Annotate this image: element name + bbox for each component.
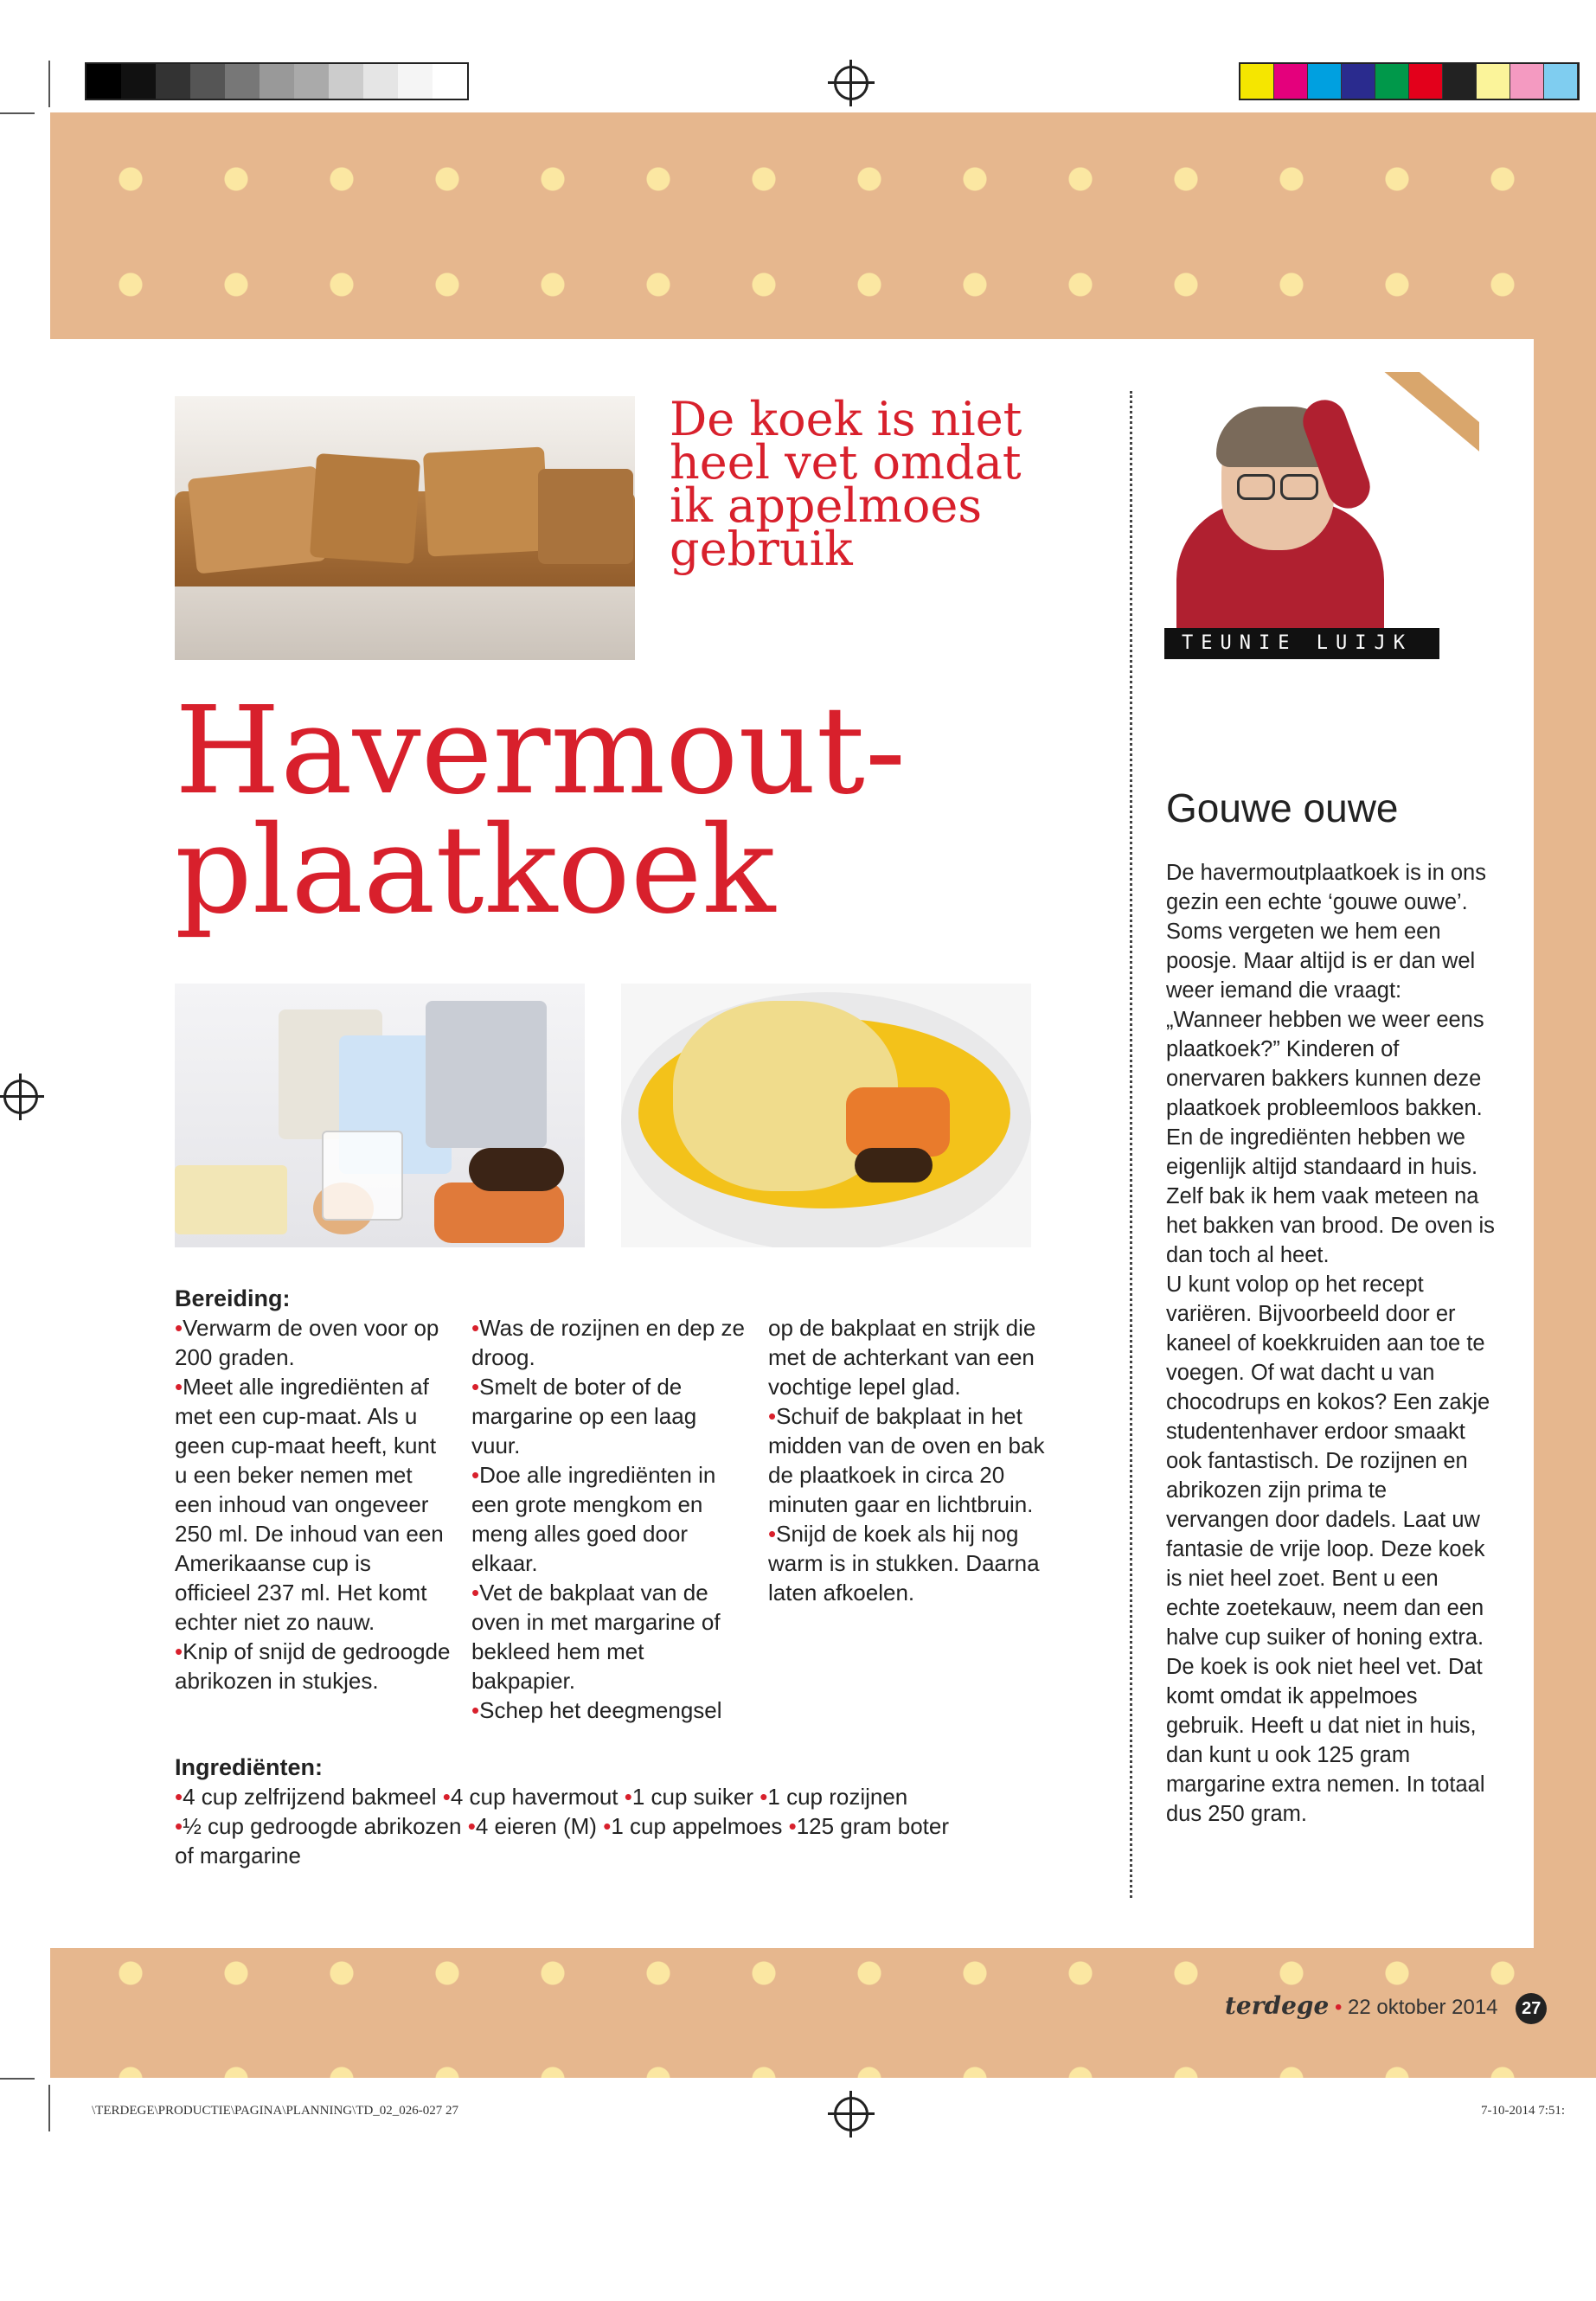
sidebar-paragraph: U kunt volop op het recept variëren. Bijvoorbeeld door er kaneel of koekkruiden aan toe te voegen. Of wat dacht u van chocodrups en kokos? Een zakje studentenhaver erdoor smaakt ook fantastisch. De rozijnen en abrikozen zijn prima te vervangen door dadels. Laat uw fantasie de vrije loop. Deze koek is niet heel zoet. Bent u een echte zoetekauw, neem dan een halve cup suiker of honing extra. (1166, 1272, 1490, 1650)
step: • Smelt de boter of de margarine op een laag vuur. (471, 1372, 748, 1460)
sidebar-paragraph: Zelf bak ik hem vaak meteen na het bakken van brood. De oven is dan toch al heet. (1166, 1184, 1495, 1267)
step: • Doe alle ingrediënten in een grote mengkom en meng alles goed door elkaar. (471, 1460, 748, 1578)
sidebar-paragraph: De koek is ook niet heel vet. Dat komt omdat ik appelmoes gebruik. Heeft u dat niet in huis, dan kunt u ook 125 gram margarine extra nemen. In totaal dus 250 gram. (1166, 1655, 1485, 1826)
page-number: 27 (1516, 1993, 1547, 2024)
sidebar-heading: Gouwe ouwe (1166, 785, 1399, 830)
step: • Schep het deegmengsel (471, 1695, 748, 1725)
ingredient-item: • 1 cup suiker (625, 1784, 753, 1810)
grey-calibration-bar (85, 62, 469, 100)
author-label: TEUNIE LUIJK (1164, 628, 1439, 659)
bereiding-heading: Bereiding: (175, 1285, 291, 1311)
print-datetime: 7-10-2014 7:51: (1481, 2104, 1566, 2118)
pull-quote: De koek is niet heel vet omdat ik appelmoes gebruik (670, 392, 1022, 576)
ingredient-item: • 125 gram boter of margarine (175, 1813, 949, 1868)
title-line-2: plaatkoek (175, 800, 776, 941)
oat-cake-photo (175, 396, 635, 660)
ingredient-item: • 1 cup appelmoes (603, 1813, 782, 1839)
ingredient-item: • 4 cup zelfrijzend bakmeel (175, 1784, 437, 1810)
step: • Snijd de koek als hij nog warm is in stukken. Daarna laten afkoelen. (768, 1519, 1045, 1607)
bereiding-column-2 (471, 1313, 748, 1725)
title-line-1: Havermout- (175, 681, 907, 822)
registration-mark-icon (834, 66, 869, 100)
registration-mark-icon (3, 1080, 38, 1114)
registration-mark-icon (834, 2097, 869, 2131)
mixing-bowl-photo (621, 984, 1031, 1247)
magazine-brand: terdege (1225, 1991, 1330, 2020)
ingredients-heading: Ingrediënten: (175, 1754, 324, 1780)
bereiding-column-1 (175, 1284, 452, 1695)
color-calibration-bar (1239, 62, 1580, 100)
author-photo (1151, 372, 1479, 631)
ingredients-photo (175, 984, 585, 1247)
column-divider (1130, 391, 1132, 1898)
step: • Was de rozijnen en dep ze droog. (471, 1313, 748, 1372)
ingredient-item: • 4 eieren (M) (468, 1813, 597, 1839)
ingredient-item: • 1 cup rozijnen (760, 1784, 907, 1810)
step: • Verwarm de oven voor op 200 graden. (175, 1313, 452, 1372)
ingredients-list (175, 1782, 953, 1870)
crop-mark (0, 2078, 35, 2080)
page-footer: terdege • 22 oktober 2014 27 (1225, 1991, 1547, 2024)
step: • Vet de bakplaat van de oven in met margarine of bekleed hem met bakpapier. (471, 1578, 748, 1695)
sidebar-paragraph: De havermoutplaatkoek is in ons gezin een echte ‘gouwe ouwe’. Soms vergeten we hem een poosje. Maar altijd is er dan wel weer iemand die vraagt: „Wanneer hebben we weer eens plaatkoek?” Kinderen of onervaren bakkers kunnen deze plaatkoek probleemloos bakken. En de ingrediënten hebben we eigenlijk altijd standaard in huis. (1166, 861, 1486, 1179)
article-title (175, 681, 953, 941)
crop-mark (48, 61, 50, 107)
ingredients-block (175, 1753, 953, 1870)
step: • Meet alle ingrediënten af met een cup-maat. Als u geen cup-maat heeft, kunt u een beker nemen met een inhoud van ongeveer 250 ml. De inhoud van een Amerikaanse cup is officieel 237 ml. Het komt echter niet zo nauw. (175, 1372, 452, 1637)
step: op de bakplaat en strijk die met de achterkant van een vochtige lepel glad. (768, 1315, 1036, 1400)
ingredient-item: • ½ cup gedroogde abrikozen (175, 1813, 461, 1839)
issue-date: 22 oktober 2014 (1348, 1996, 1498, 2019)
crop-mark (48, 2085, 50, 2131)
crop-mark (0, 112, 35, 114)
step: • Schuif de bakplaat in het midden van de oven en bak de plaatkoek in circa 20 minuten gaar en lichtbruin. (768, 1401, 1045, 1519)
step: • Knip of snijd de gedroogde abrikozen in stukjes. (175, 1637, 452, 1695)
sidebar-column (1166, 785, 1495, 1829)
file-path-slug: \TERDEGE\PRODUCTIE\PAGINA\PLANNING\TD_02_026-027 27 (92, 2104, 459, 2118)
bereiding-column-3 (768, 1313, 1045, 1607)
rolling-pin-icon (1369, 372, 1479, 459)
ingredient-item: • 4 cup havermout (443, 1784, 619, 1810)
